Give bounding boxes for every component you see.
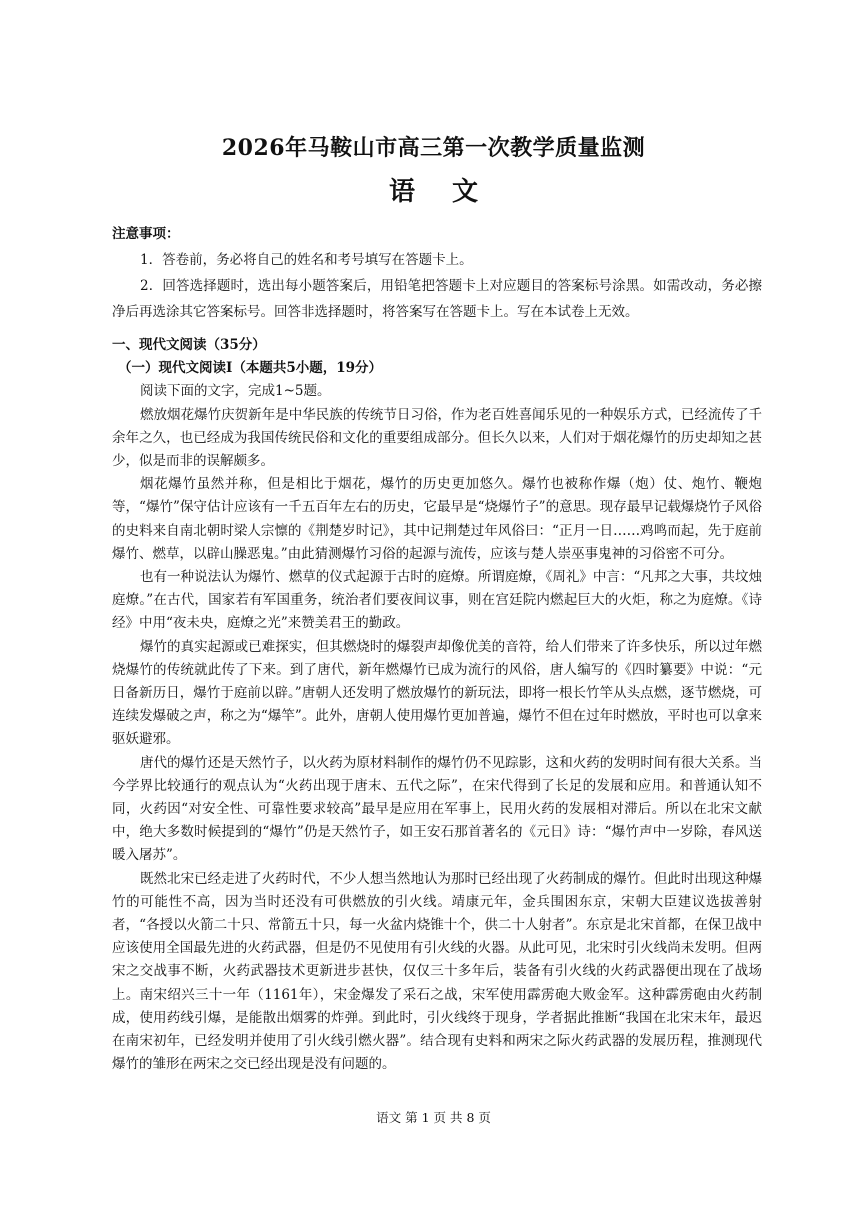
passage-paragraph-2: 烟花爆竹虽然并称，但是相比于烟花，爆竹的历史更加悠久。爆竹也被称作爆（炮）仗、炮竹、鞭炮等，“爆竹”保守估计应该有一千五百年左右的历史，它最早是“烧爆竹子”的意思。现存最早记载爆烧竹子风俗的史料来自南北朝时梁人宗懔的《荆楚岁时记》，其中记荆楚过年风俗曰：“正月一日……鸡鸣而起，先于庭前爆竹、燃草，以辟山臊恶鬼。”由此猜测爆竹习俗的起源与流传，应该与楚人崇巫事鬼神的习俗密不可分。 (112, 476, 762, 562)
reading-instruction: 阅读下面的文字，完成1~5题。 (140, 383, 331, 400)
passage-paragraph-3: 也有一种说法认为爆竹、燃草的仪式起源于古时的庭燎。所谓庭燎，《周礼》中言：“凡邦之大事，共坟烛庭燎。”在古代，国家若有军国重务，统治者们要夜间议事，则在宫廷院内燃起巨大的火炬，称之为庭燎。《诗经》中用“夜未央，庭燎之光”来赞美君王的勤政。 (112, 569, 762, 632)
passage-paragraph-1: 燃放烟花爆竹庆贺新年是中华民族的传统节日习俗，作为老百姓喜闻乐见的一种娱乐方式，已经流传了千余年之久，也已经成为我国传统民俗和文化的重要组成部分。但长久以来，人们对于烟花爆竹的历史却知之甚少，似是而非的误解颇多。 (112, 406, 762, 470)
notice-item-1: 1．答卷前，务必将自己的姓名和考号填写在答题卡上。 (140, 252, 473, 268)
passage-paragraph-6: 既然北宋已经走进了火药时代，不少人想当然地认为那时已经出现了火药制成的爆竹。但此时出现这种爆竹的可能性不高，因为当时还没有可供燃放的引火线。靖康元年，金兵围困东京，宋朝大臣建议选拔善射者，“各授以火箭二十只、常箭五十只，每一火盆内烧锥十个，供二十人射者”。东京是北宋首都，在保卫战中应该使用全国最先进的火药武器，但是仍不见使用有引火线的火器。从此可见，北宋时引火线尚未发明。但两宋之交战事不断，火药武器技术更新进步甚快，仅仅三十多年后，装备有引火线的火药武器便出现在了战场上。南宋绍兴三十一年（1161年），宋金爆发了采石之战，宋军使用霹雳砲大败金军。这种霹雳砲由火药制成，使用药线引爆，是能散出烟雾的炸弹。到此时，引火线终于现身，学者据此推断“我国在北宋末年，最迟在南宋初年，已经发明并使用了引火线引燃火器”。结合现有史料和两宋之际火药武器的发展历程，推测现代爆竹的雏形在两宋之交已经出现是没有问题的。 (112, 870, 762, 1073)
subsection-heading: （一）现代文阅读Ⅰ（本题共5小题，19分） (118, 360, 382, 377)
page-footer: 语文 第 1 页 共 8 页 (376, 1110, 491, 1125)
passage-paragraph-5: 唐代的爆竹还是天然竹子，以火药为原材料制作的爆竹仍不见踪影，这和火药的发明时间有很大关系。当今学界比较通行的观点认为“火药出现于唐末、五代之际”，在宋代得到了长足的发展和应用。和普通认知不同，火药因“对安全性、可靠性要求较高”最早是应用在军事上，民用火药的发展相对滞后。所以在北宋文献中，绝大多数时候提到的“爆竹”仍是天然竹子，如王安石那首著名的《元日》诗：“爆竹声中一岁除，春风送暖入屠苏”。 (112, 754, 762, 864)
section-heading: 一、现代文阅读（35分） (112, 337, 266, 353)
notice-heading: 注意事项： (112, 226, 180, 242)
reading-section (112, 334, 762, 1077)
passage-paragraph-4: 爆竹的真实起源或已难探实，但其燃烧时的爆裂声却像优美的音符，给人们带来了许多快乐，所以过年燃烧爆竹的传统就此传了下来。到了唐代，新年燃爆竹已成为流行的风俗，唐人编写的《四时纂要》中说：“元日备新历日，爆竹于庭前以辟。”唐朝人还发明了燃放爆竹的新玩法，即将一根长竹竿从头点燃，逐节燃烧，可连续发爆破之声，称之为“爆竿”。此外，唐朝人使用爆竹更加普遍，爆竹不但在过年时燃放，平时也可以拿来驱妖避邪。 (112, 638, 762, 748)
exam-title: 2026年马鞍山市高三第一次教学质量监测 (221, 135, 646, 161)
notice-block (112, 221, 762, 325)
subject-title: 语 文 (388, 177, 479, 207)
notice-item-2: 2．回答选择题时，选出每小题答案后，用铅笔把答题卡上对应题目的答案标号涂黑。如需改动，务必擦净后再选涂其它答案标号。回答非选择题时，将答案写在答题卡上。写在本试卷上无效。 (112, 278, 762, 320)
